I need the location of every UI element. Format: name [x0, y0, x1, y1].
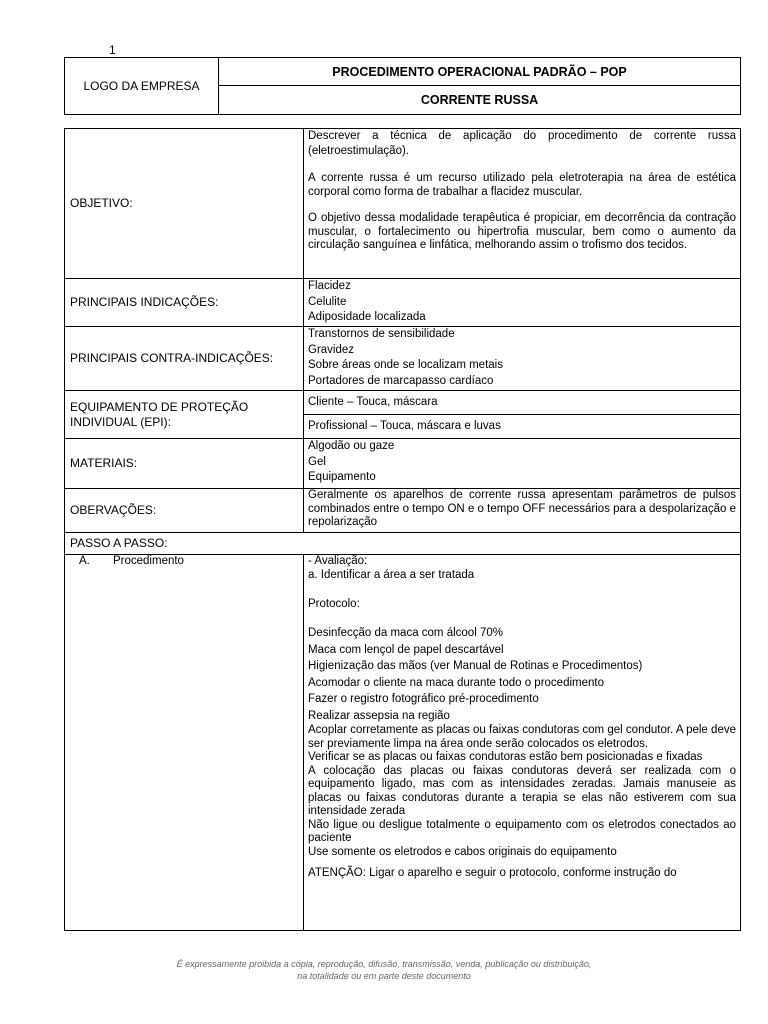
observations-content: [304, 489, 741, 533]
observations-label: OBERVAÇÕES:: [65, 489, 304, 533]
procedure-table: [64, 128, 741, 931]
document-header: [64, 57, 741, 115]
contraindications-label: PRINCIPAIS CONTRA-INDICAÇÕES:: [65, 327, 304, 391]
protocol-paragraph: Não ligue ou desligue totalmente o equipamento com os eletrodos conectados ao paciente: [308, 818, 736, 844]
objective-row: [65, 129, 741, 279]
procedure-letter: A.: [79, 555, 90, 567]
contraindications-row: [65, 327, 741, 391]
contraindication-item: Gravidez: [308, 343, 355, 356]
indications-row: [65, 279, 741, 327]
procedure-title: Procedimento: [113, 555, 184, 567]
material-item: Algodão ou gaze: [308, 440, 395, 452]
procedure-content: [304, 555, 741, 931]
procedure-step-label: [65, 555, 304, 931]
objective-paragraph: Descrever a técnica de aplicação do procedimento de corrente russa (eletroestimulação).: [308, 130, 736, 157]
footer-copyright-line1: É expressamente proibida a cópia, reprodução, difusão, transmissão, venda, publicação ou distribuição,: [176, 959, 592, 969]
protocol-heading: Protocolo:: [308, 597, 360, 610]
contraindications-content: [304, 327, 741, 391]
contraindication-item: Transtornos de sensibilidade: [308, 328, 455, 340]
protocol-step: Fazer o registro fotográfico pré-procedimento: [308, 693, 539, 705]
objective-paragraph: A corrente russa é um recurso utilizado pela eletroterapia na área de estética corporal como forma de trabalhar a flacidez muscular.: [308, 172, 736, 198]
observations-text: Geralmente os aparelhos de corrente russa apresentam parâmetros de pulsos combinados entre o tempo ON e o tempo OFF necessários para a despolarização e repolarização: [308, 489, 736, 528]
objective-paragraph: O objetivo dessa modalidade terapêutica é propiciar, em decorrência da contração muscular, o fortalecimento ou hipertrofia muscular, bem como o aumento da circulação sanguínea e linfática, melhorando assim o trofismo dos tecidos.: [308, 212, 736, 251]
footer-copyright-line2: na totalidade ou em parte deste documento: [297, 971, 471, 981]
protocol-step: Realizar assepsia na região: [308, 709, 450, 722]
document-title: PROCEDIMENTO OPERACIONAL PADRÃO – POP: [219, 58, 741, 86]
materials-row: [65, 439, 741, 489]
protocol-step: Acomodar o cliente na maca durante todo o procedimento: [308, 676, 604, 689]
protocol-step: Desinfecção da maca com álcool 70%: [308, 627, 503, 639]
attention-note: ATENÇÃO: Ligar o aparelho e seguir o protocolo, conforme instrução do: [308, 867, 677, 879]
protocol-paragraph: Acoplar corretamente as placas ou faixas condutoras com gel condutor. A pele deve ser previamente limpa na área onde serão colocados os eletrodos.: [308, 724, 736, 750]
materials-label: MATERIAIS:: [65, 439, 304, 489]
step-by-step-label: PASSO A PASSO:: [65, 533, 741, 555]
epi-client: Cliente – Touca, máscara: [304, 391, 741, 415]
protocol-step: Higienização das mãos (ver Manual de Rotinas e Procedimentos): [308, 660, 643, 672]
evaluation-heading: - Avaliação:: [308, 555, 368, 567]
indications-label: PRINCIPAIS INDICAÇÕES:: [65, 279, 304, 327]
protocol-paragraph: Verificar se as placas ou faixas condutoras estão bem posicionadas e fixadas: [308, 751, 703, 763]
contraindication-item: Sobre áreas onde se localizam metais: [308, 359, 503, 371]
procedure-row: [65, 555, 741, 931]
company-logo-placeholder: LOGO DA EMPRESA: [65, 58, 219, 115]
epi-professional: Profissional – Touca, máscara e luvas: [304, 415, 741, 439]
step-by-step-header-row: [65, 533, 741, 555]
objective-label: OBJETIVO:: [65, 129, 304, 279]
protocol-step: Maca com lençol de papel descartável: [308, 643, 504, 656]
epi-row: [65, 391, 741, 415]
indication-item: Flacidez: [308, 280, 351, 292]
protocol-paragraph: Use somente os eletrodos e cabos originais do equipamento: [308, 845, 617, 858]
indication-item: Adiposidade localizada: [308, 311, 426, 323]
materials-content: [304, 439, 741, 489]
indication-item: Celulite: [308, 295, 347, 308]
page-number: 1: [109, 43, 116, 57]
material-item: Gel: [308, 455, 326, 468]
contraindication-item: Portadores de marcapasso cardíaco: [308, 374, 494, 387]
protocol-paragraph: A colocação das placas ou faixas condutoras deverá ser realizada com o equipamento ligado, mas com as intensidades zeradas. Jamais manuseie as placas ou faixas condutoras durante a terapia se elas não estiverem com sua intensidade zerada: [308, 764, 736, 817]
epi-label: EQUIPAMENTO DE PROTEÇÃO INDIVIDUAL (EPI):: [65, 391, 304, 439]
document-subtitle: CORRENTE RUSSA: [219, 86, 741, 115]
material-item: Equipamento: [308, 471, 376, 483]
indications-content: [304, 279, 741, 327]
identify-area-step: a. Identificar a área a ser tratada: [308, 569, 475, 581]
objective-content: [304, 129, 741, 279]
observations-row: [65, 489, 741, 533]
